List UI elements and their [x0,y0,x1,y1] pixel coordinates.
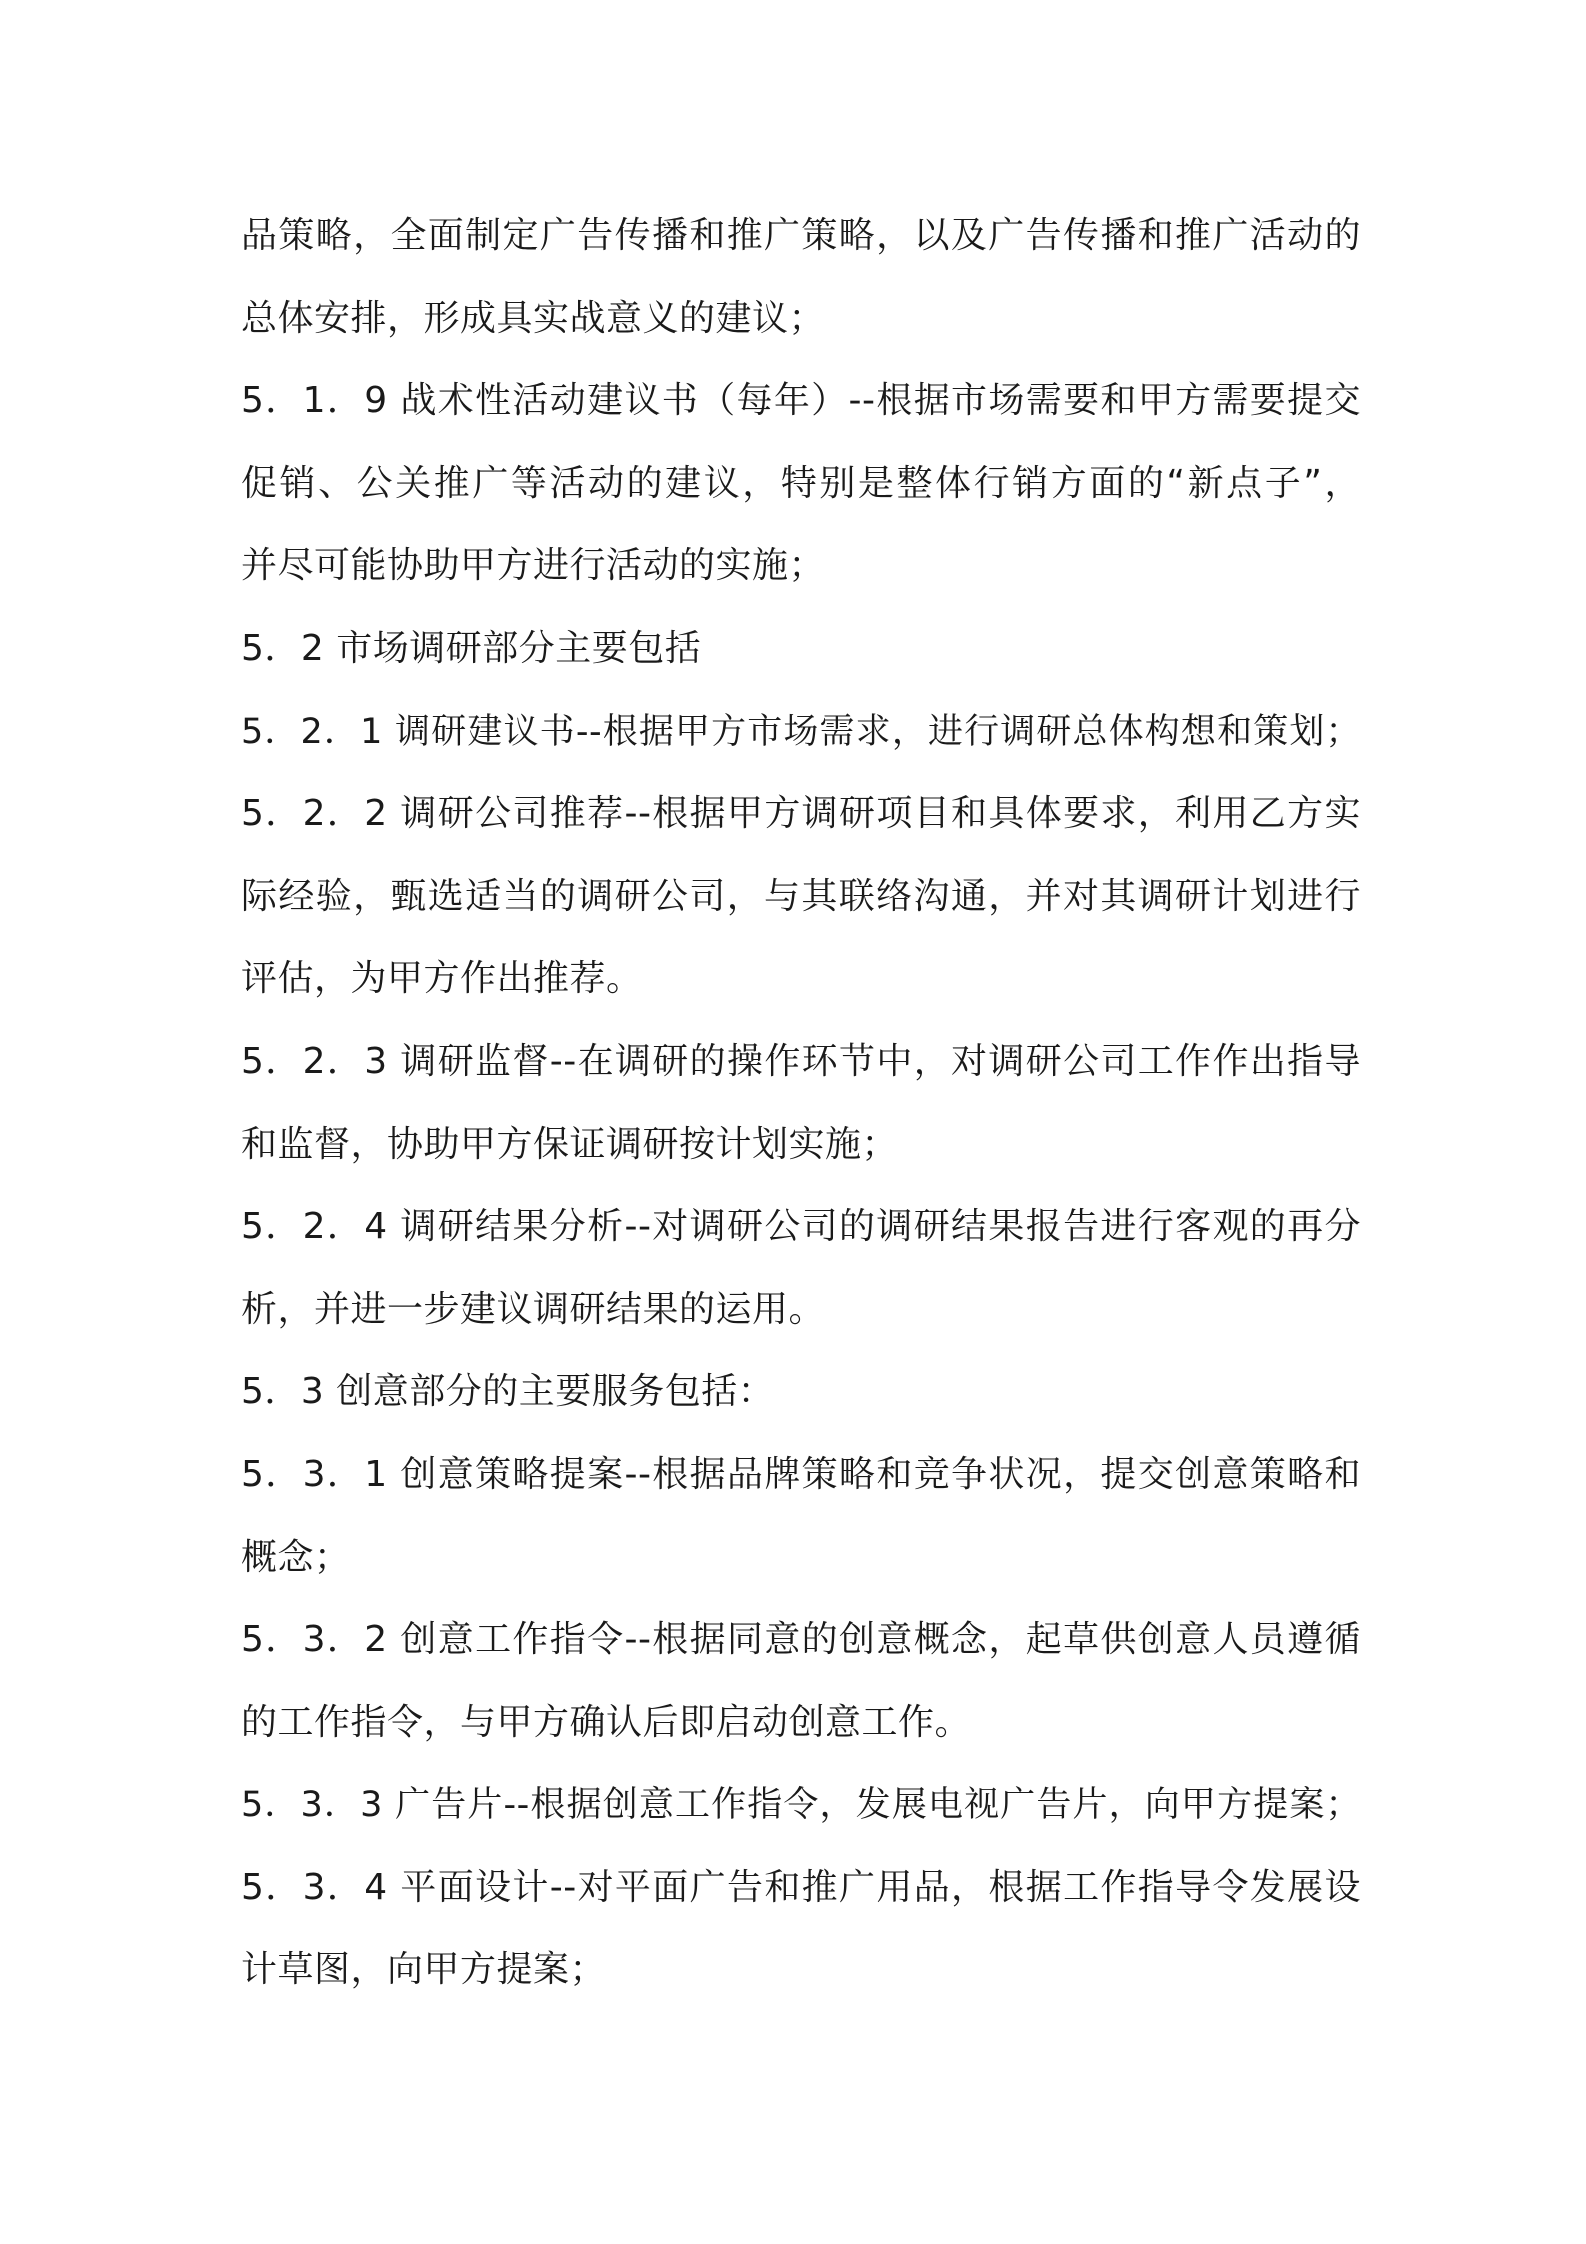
text-line: 并尽可能协助甲方进行活动的实施； [241,545,826,587]
text-line: 促销、公关推广等活动的建议，特别是整体行销方面的“新点子”， [241,462,1361,504]
section-heading: 5．2 市场调研部分主要包括 [241,627,702,669]
section-heading: 5．3 创意部分的主要服务包括： [241,1371,775,1413]
text-line: 5．2．2 调研公司推荐--根据甲方调研项目和具体要求，利用乙方实 [241,793,1361,835]
text-line: 5．3．3 广告片--根据创意工作指令，发展电视广告片，向甲方提案； [241,1785,1361,1826]
text-line: 概念； [241,1536,351,1578]
body-text [241,195,1361,2012]
text-line: 5．1．9 战术性活动建议书（每年）--根据市场需要和甲方需要提交 [241,380,1361,422]
text-line: 总体安排，形成具实战意义的建议； [241,297,826,339]
text-line: 5．3．1 创意策略提案--根据品牌策略和竞争状况，提交创意策略和 [241,1453,1361,1495]
text-line: 5．2．3 调研监督--在调研的操作环节中，对调研公司工作作出指导 [241,1040,1361,1082]
text-line: 计草图，向甲方提案； [241,1949,607,1991]
text-line: 5．3．2 创意工作指令--根据同意的创意概念，起草供创意人员遵循 [241,1619,1361,1661]
text-line: 析，并进一步建议调研结果的运用。 [241,1288,826,1330]
text-line: 际经验，甄选适当的调研公司，与其联络沟通，并对其调研计划进行 [241,875,1361,917]
text-line: 和监督，协助甲方保证调研按计划实施； [241,1123,899,1165]
text-line: 5．3．4 平面设计--对平面广告和推广用品，根据工作指导令发展设 [241,1866,1361,1908]
text-line: 5．2．1 调研建议书--根据甲方市场需求，进行调研总体构想和策划； [241,711,1361,752]
text-line: 品策略，全面制定广告传播和推广策略，以及广告传播和推广活动的 [241,215,1361,256]
text-line: 5．2．4 调研结果分析--对调研公司的调研结果报告进行客观的再分 [241,1206,1361,1248]
text-line: 的工作指令，与甲方确认后即启动创意工作。 [241,1701,972,1743]
text-line: 评估，为甲方作出推荐。 [241,958,643,1000]
